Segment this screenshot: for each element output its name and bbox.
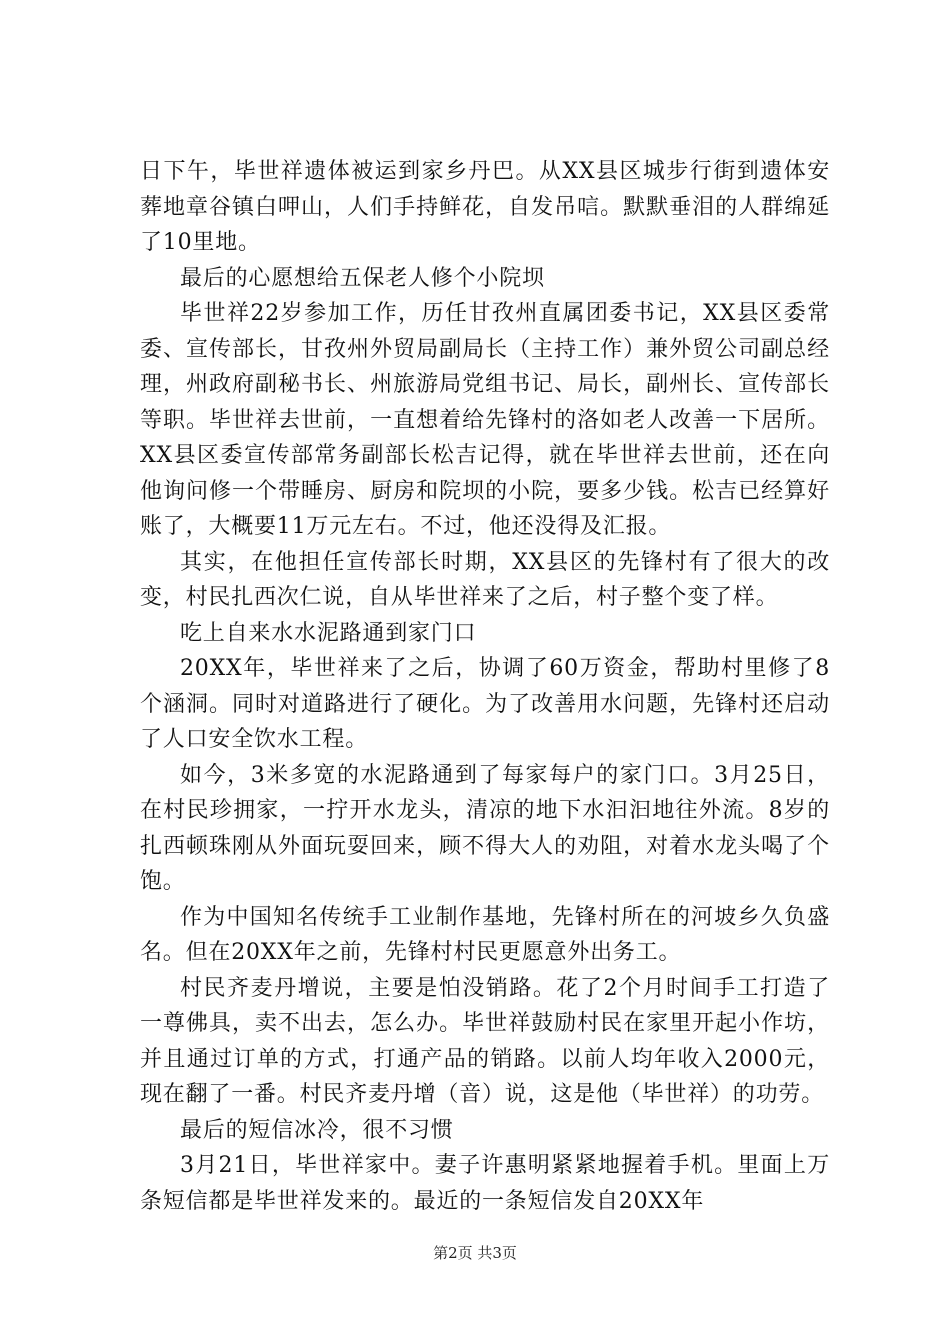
paragraph-3: 其实，在他担任宣传部长时期，XX县区的先锋村有了很大的改变，村民扎西次仁说，自从毕世祥来了之后，村子整个变了样。 [140, 549, 830, 610]
section-heading-3: 最后的短信冰冷，很不习惯 [180, 1117, 454, 1143]
section-heading-2: 吃上自来水水泥路通到家门口 [180, 620, 477, 646]
page-number-footer: 第2页 共3页 [433, 1244, 517, 1262]
section-heading-1: 最后的心愿想给五保老人修个小院坝 [180, 265, 545, 291]
paragraph-5: 如今，3米多宽的水泥路通到了每家每户的家门口。3月25日，在村民珍拥家，一拧开水龙头，清凉的地下水汩汩地往外流。8岁的扎西顿珠刚从外面玩耍回来，顾不得大人的劝阻，对着水龙头喝了个饱。 [140, 762, 830, 894]
paragraph-7: 村民齐麦丹增说，主要是怕没销路。花了2个月时间手工打造了一尊佛具，卖不出去，怎么办。毕世祥鼓励村民在家里开起小作坊，并且通过订单的方式，打通产品的销路。以前人均年收入2000元，现在翻了一番。村民齐麦丹增（音）说，这是他（毕世祥）的功劳。 [140, 975, 830, 1107]
document-body [140, 154, 830, 1219]
paragraph-1: 日下午，毕世祥遗体被运到家乡丹巴。从XX县区城步行街到遗体安葬地章谷镇白呷山，人们手持鲜花，自发吊唁。默默垂泪的人群绵延了10里地。 [140, 159, 830, 255]
paragraph-6: 作为中国知名传统手工业制作基地，先锋村所在的河坡乡久负盛名。但在20XX年之前，先锋村村民更愿意外出务工。 [140, 904, 830, 965]
paragraph-8: 3月21日，毕世祥家中。妻子许惠明紧紧地握着手机。里面上万条短信都是毕世祥发来的。最近的一条短信发自20XX年 [140, 1153, 830, 1214]
paragraph-2: 毕世祥22岁参加工作，历任甘孜州直属团委书记，XX县区委常委、宣传部长，甘孜州外贸局副局长（主持工作）兼外贸公司副总经理，州政府副秘书长、州旅游局党组书记、局长，副州长、宣传部长等职。毕世祥去世前，一直想着给先锋村的洛如老人改善一下居所。XX县区委宣传部常务副部长松吉记得，就在毕世祥去世前，还在向他询问修一个带睡房、厨房和院坝的小院，要多少钱。松吉已经算好账了，大概要11万元左右。不过，他还没得及汇报。 [140, 301, 830, 539]
paragraph-4: 20XX年，毕世祥来了之后，协调了60万资金，帮助村里修了8个涵洞。同时对道路进行了硬化。为了改善用水问题，先锋村还启动了人口安全饮水工程。 [140, 656, 830, 752]
